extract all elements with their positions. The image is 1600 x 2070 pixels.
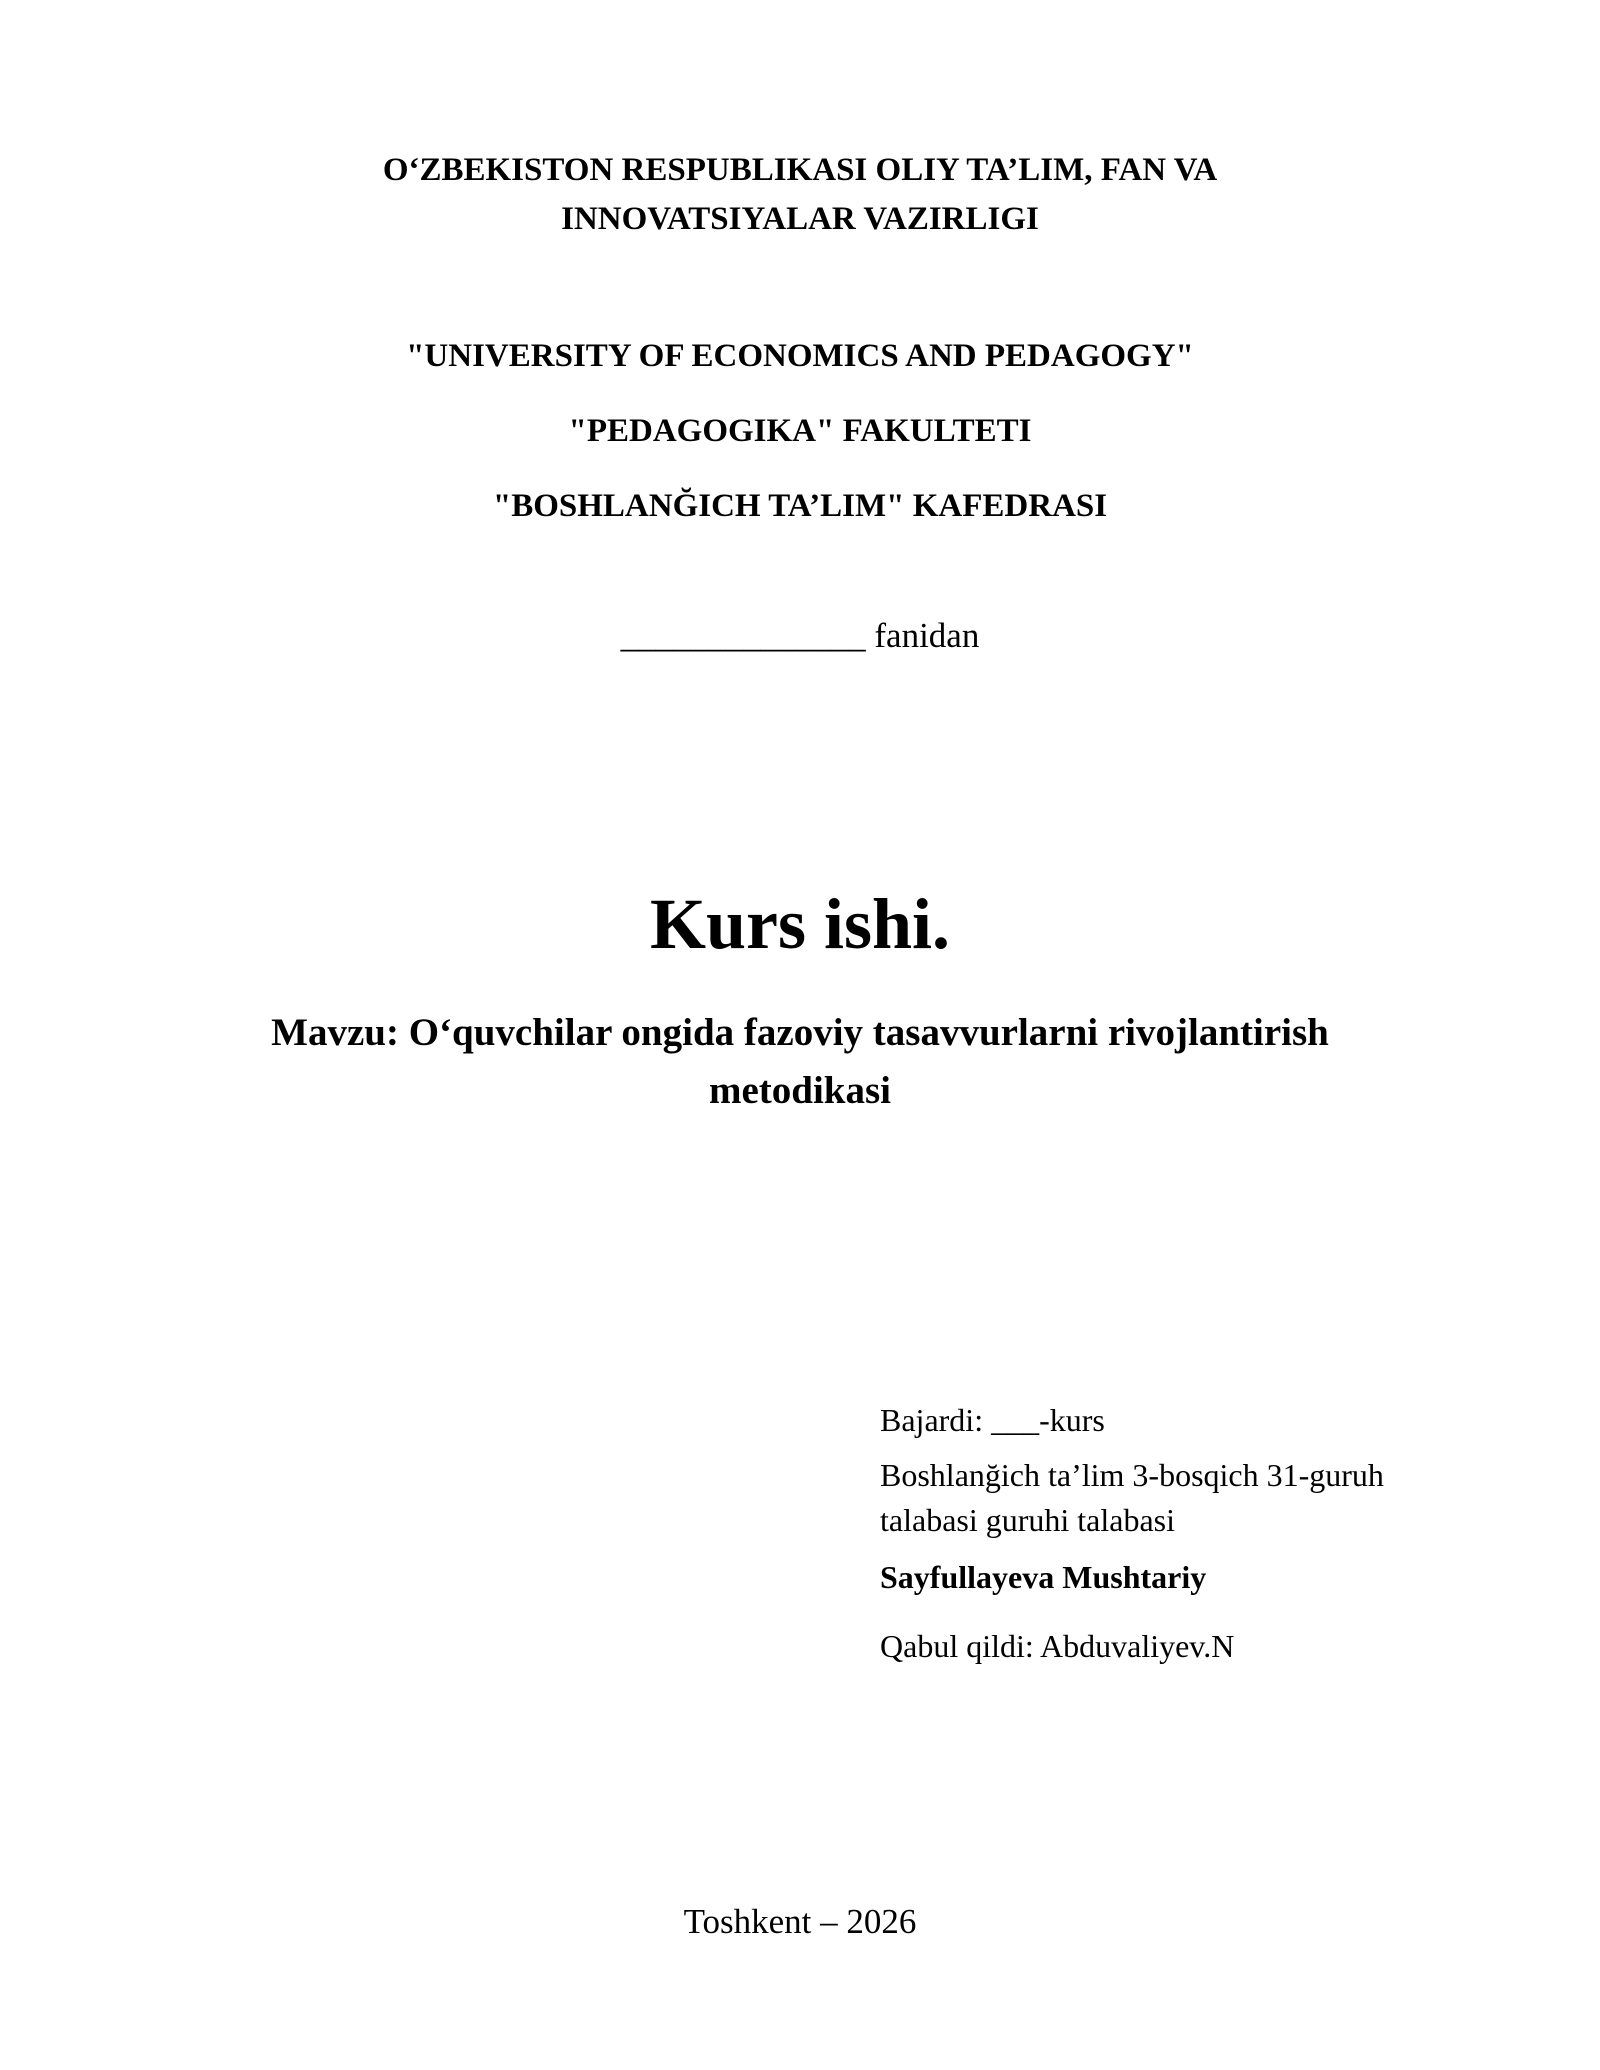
faculty-name: "PEDAGOGIKA" FAKULTETI — [568, 413, 1032, 449]
author-block — [880, 1398, 1440, 1669]
subject-suffix: fanidan — [874, 616, 980, 655]
topic-line-1 — [0, 1004, 1600, 1062]
department-name: "BOSHLANĞICH TA’LIM" KAFEDRASI — [492, 488, 1108, 524]
group-line-2: talabasi guruhi talabasi — [880, 1502, 1176, 1538]
performed-by: Bajardi: ___-kurs — [880, 1402, 1105, 1438]
ministry-line-2: INNOVATSIYALAR VAZIRLIGI — [561, 201, 1039, 237]
city-year: Toshkent – 2026 — [683, 1902, 917, 1941]
topic-text-line-1: O‘quvchilar ongida fazoviy tasavvurlarni rivojlantirish — [408, 1011, 1329, 1054]
topic-heading — [0, 1004, 1600, 1120]
student-name: Sayfullayeva Mushtariy — [880, 1559, 1207, 1595]
accepted-by: Qabul qildi: Abduvaliyev.N — [880, 1628, 1235, 1664]
document-type-title: Kurs ishi. — [649, 884, 951, 964]
topic-text-line-2: metodikasi — [708, 1069, 891, 1112]
ministry-line-1: O‘ZBEKISTON RESPUBLIKASI OLIY TA’LIM, FAN VA — [382, 152, 1218, 188]
subject-line — [0, 614, 1600, 658]
group-line-1: Boshlanğich ta’lim 3-bosqich 31-guruh — [880, 1457, 1384, 1493]
subject-blank: ______________ — [620, 616, 866, 655]
university-name: "UNIVERSITY OF ECONOMICS AND PEDAGOGY" — [406, 338, 1194, 374]
ministry-heading — [0, 146, 1600, 244]
topic-label: Mavzu: — [271, 1011, 399, 1054]
